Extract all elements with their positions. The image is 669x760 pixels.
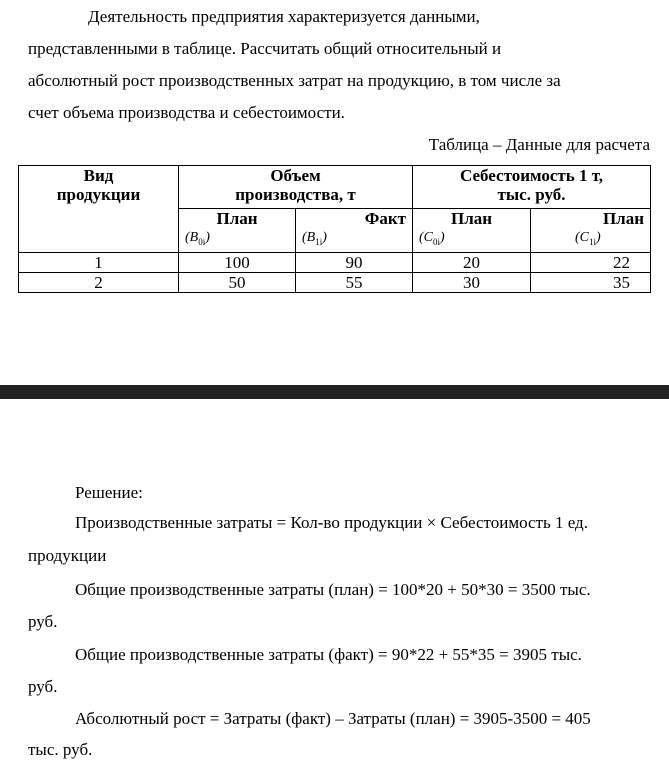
sub-fact-volume-label: Факт [364, 209, 407, 228]
header-cost-b: тыс. руб. [497, 185, 566, 204]
header-row-1 [19, 166, 651, 209]
symbol-index: 1i [589, 236, 597, 247]
header-volume-b: производства, т [235, 185, 356, 204]
cell-product: 1 [19, 252, 179, 272]
cell-volume-fact: 90 [296, 252, 413, 272]
intro-line-2: представленными в таблице. Рассчитать общий относительный и [28, 39, 502, 58]
header-product-a: Вид [83, 166, 114, 185]
sub-plan-cost-cell [413, 209, 531, 253]
header-cost-cell [413, 166, 651, 209]
sub-plan-volume-symbol [185, 228, 289, 252]
solution-p3-line-2: руб. [28, 677, 58, 696]
symbol-base: (B [302, 230, 316, 245]
sub-plan-volume-label: План [216, 209, 258, 228]
cell-cost-fact: 22 [531, 252, 651, 272]
header-volume-a: Объем [270, 166, 321, 185]
cell-product: 2 [19, 272, 179, 292]
sub-plan-cost2-symbol [537, 228, 644, 252]
symbol-close: ) [440, 230, 445, 245]
intro-line-1: Деятельность предприятия характеризуется данными, [88, 7, 480, 26]
solution-p2-line-1: Общие производственные затраты (план) = 100*20 + 50*30 = 3500 тыс. [75, 580, 591, 599]
solution-p4-line-1: Абсолютный рост = Затраты (факт) – Затраты (план) = 3905-3500 = 405 [75, 709, 591, 728]
symbol-close: ) [596, 230, 601, 245]
header-cost-a: Себестоимость 1 т, [459, 166, 604, 185]
solution-p4-line-2: тыс. руб. [28, 740, 93, 759]
intro-line-4: счет объема производства и себестоимости. [28, 103, 345, 122]
intro-line-3: абсолютный рост производственных затрат на продукцию, в том числе за [28, 71, 561, 90]
sub-plan-volume-cell [179, 209, 296, 253]
sub-plan-cost-symbol [419, 228, 524, 252]
symbol-base: (B [185, 230, 199, 245]
sub-fact-volume-cell [296, 209, 413, 253]
cell-volume-plan: 100 [179, 252, 296, 272]
symbol-index: 0i [433, 236, 441, 247]
cell-volume-fact: 55 [296, 272, 413, 292]
symbol-base: (C [419, 230, 434, 245]
header-volume-cell [179, 166, 413, 209]
header-product-cell [19, 166, 179, 253]
symbol-base: (C [575, 230, 590, 245]
cell-cost-plan: 20 [413, 252, 531, 272]
table-row [19, 272, 651, 292]
symbol-index: 0i [198, 236, 206, 247]
table-caption: Таблица – Данные для расчета [428, 135, 650, 154]
symbol-close: ) [205, 230, 210, 245]
solution-p3-line-1: Общие производственные затраты (факт) = 90*22 + 55*35 = 3905 тыс. [75, 645, 582, 664]
page-separator [0, 385, 669, 399]
cell-cost-plan: 30 [413, 272, 531, 292]
cell-cost-fact: 35 [531, 272, 651, 292]
symbol-index: 1i [315, 236, 323, 247]
sub-plan-cost2-cell [531, 209, 651, 253]
sub-plan-cost-label: План [450, 209, 493, 228]
symbol-close: ) [322, 230, 327, 245]
solution-p1-line-1: Производственные затраты = Кол-во продукции × Себестоимость 1 ед. [75, 513, 588, 532]
solution-heading: Решение: [75, 483, 143, 502]
solution-p1-line-2: продукции [28, 546, 107, 565]
sub-fact-volume-symbol [302, 228, 406, 252]
cell-volume-plan: 50 [179, 272, 296, 292]
data-table [18, 165, 651, 293]
sub-plan-cost2-label: План [602, 209, 645, 228]
solution-p2-line-2: руб. [28, 612, 58, 631]
table-row [19, 252, 651, 272]
header-product-b: продукции [56, 185, 141, 204]
